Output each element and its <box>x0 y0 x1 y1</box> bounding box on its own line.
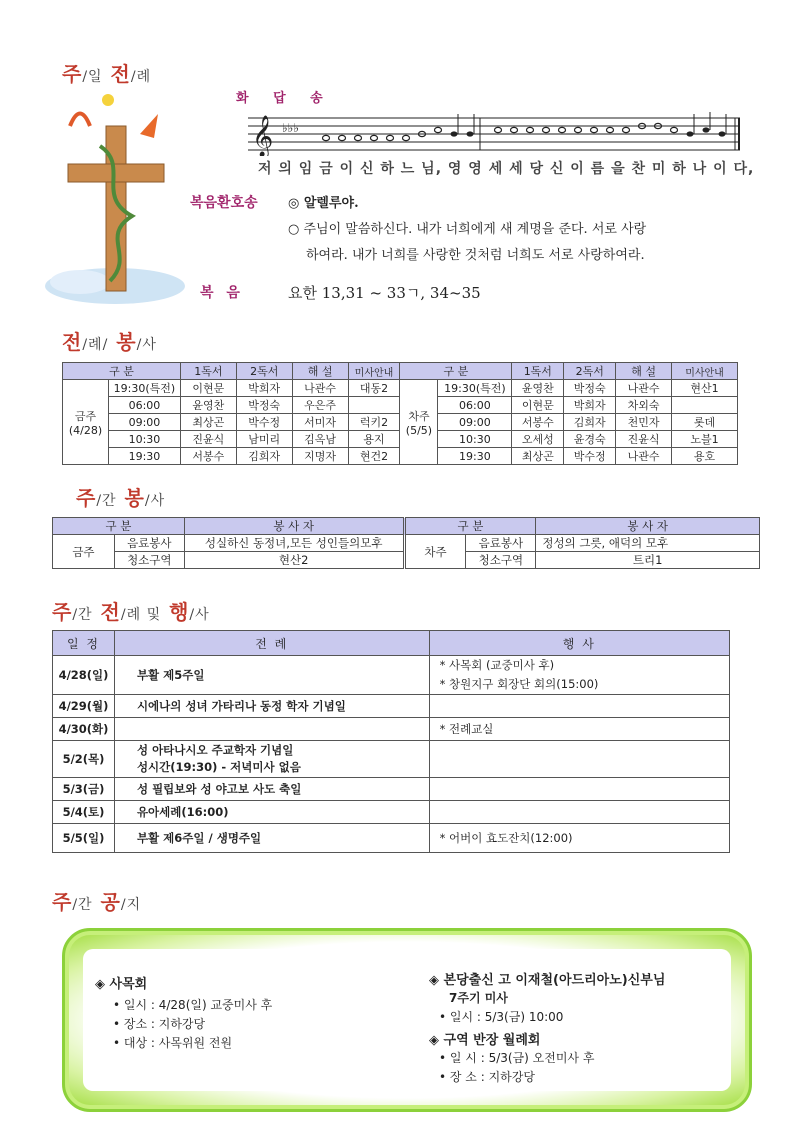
next-week-cell: 차주 (5/5) <box>400 380 438 465</box>
table-row: 5/2(목) 성 아타나시오 주교학자 기념일 성시간(19:30) - 저녁미사 없음 <box>53 741 730 778</box>
notice-box <box>62 928 752 1112</box>
table-row: 5/3(금) 성 필립보와 성 야고보 사도 축일 <box>53 778 730 801</box>
notice-right1-item: • 일시 : 5/3(금) 10:00 <box>439 1010 564 1024</box>
table-row: 5/5(일) 부활 제6주일 / 생명주일 * 어버이 효도잔치(12:00) <box>53 824 730 853</box>
alleluia-text: ◎ 알렐루야. <box>288 196 359 211</box>
this-week-cell: 금주 (4/28) <box>63 380 109 465</box>
music-staff <box>248 110 740 156</box>
notice-right1-title: ◈ 본당출신 고 이재철(아드리아노)신부님 <box>429 973 666 988</box>
section-title-weekly-service: 주/간 봉/사 <box>76 486 166 510</box>
table-row: 금주 (4/28) 19:30(특전) 이현문 박희자 나관수 대동2 차주 (5/5) 19:30(특전) 윤영찬 박정숙 나관수 현산1 <box>63 380 738 397</box>
acclamation-line-2: 하여라. 내가 너희를 사랑한 것처럼 너희도 서로 사랑하여라. <box>306 248 645 263</box>
gospel-label: 복 음 <box>200 285 244 301</box>
table-row: 09:00 최상곤 박수정 서미자 럭키2 09:00 서봉수 김희자 천민자 롯데 <box>63 414 738 431</box>
table-row: 19:30 서봉수 김희자 지명자 현건2 19:30 최상곤 박수정 나관수 용호 <box>63 448 738 465</box>
table-row: 4/29(월) 시에나의 성녀 가타리나 동정 학자 기념일 <box>53 695 730 718</box>
svg-text:𝄞: 𝄞 <box>252 116 274 156</box>
notice-right2-title: ◈ 구역 반장 월례회 <box>429 1033 541 1048</box>
gospel-reference: 요한 13,31 ~ 33ㄱ, 34~35 <box>288 284 481 302</box>
table-row: 4/30(화) * 전례교실 <box>53 718 730 741</box>
section-title-weekly-schedule: 주/간 전/례 및 행/사 <box>52 600 210 624</box>
table-row: 4/28(일) 부활 제5주일 * 사목회 (교중미사 후) * 창원지구 회장단 회의(15:00) <box>53 656 730 695</box>
section-title-liturgy: 주/일 전/례 <box>62 62 152 86</box>
notice-content <box>83 949 731 1091</box>
weekly-schedule-table <box>52 630 730 853</box>
section-title-notices: 주/간 공/지 <box>52 890 142 914</box>
notice-left-item: • 대상 : 사목위원 전원 <box>113 1036 233 1050</box>
schedule-header: 일 정 전 례 행 사 <box>53 631 730 656</box>
gospel-acclamation-label: 복음환호송 <box>190 195 258 211</box>
notice-right2-item: • 일 시 : 5/3(금) 오전미사 후 <box>439 1051 595 1065</box>
table-row: 5/4(토) 유아세례(16:00) <box>53 801 730 824</box>
section-title-service: 전/례/ 봉/사 <box>62 330 157 354</box>
responsorial-label: 화 답 송 <box>236 91 333 106</box>
weekly-service-table <box>52 517 760 569</box>
notice-left-item: • 장소 : 지하강당 <box>113 1017 206 1031</box>
service-table-header: 구 분 1독서 2독서 해 설 미사안내 구 분 1독서 2독서 해 설 미사안내 <box>63 363 738 380</box>
weekly-service-header: 구 분 봉 사 자 구 분 봉 사 자 <box>53 518 760 535</box>
notice-left-item: • 일시 : 4/28(일) 교중미사 후 <box>113 998 273 1012</box>
table-row: 청소구역 현산2 청소구역 트리1 <box>53 552 760 569</box>
cross-illustration <box>40 86 190 308</box>
service-table <box>62 362 738 465</box>
table-row: 10:30 진윤식 남미리 김옥남 용지 10:30 오세성 윤경숙 진윤식 노블1 <box>63 431 738 448</box>
acclamation-line-1: ○ 주님이 말씀하신다. 내가 너희에게 새 계명을 준다. 서로 사랑 <box>288 222 647 237</box>
table-row: 06:00 윤영찬 박정숙 우은주 06:00 이현문 박희자 차외숙 <box>63 397 738 414</box>
notice-right1-subtitle: 7주기 미사 <box>449 991 508 1005</box>
responsorial-lyrics: 저 의 임 금 이 신 하 느 님, 영 영 세 세 당 신 이 름 을 찬 미 하 나 이 다, <box>258 161 755 177</box>
table-row: 금주 음료봉사 성실하신 동정녀,모든 성인들의모후 차주 음료봉사 정성의 그릇, 애덕의 모후 <box>53 535 760 552</box>
svg-text:♭♭♭: ♭♭♭ <box>282 121 299 135</box>
notice-left-title: ◈ 사목회 <box>95 977 148 992</box>
notice-right2-item: • 장 소 : 지하강당 <box>439 1070 535 1084</box>
